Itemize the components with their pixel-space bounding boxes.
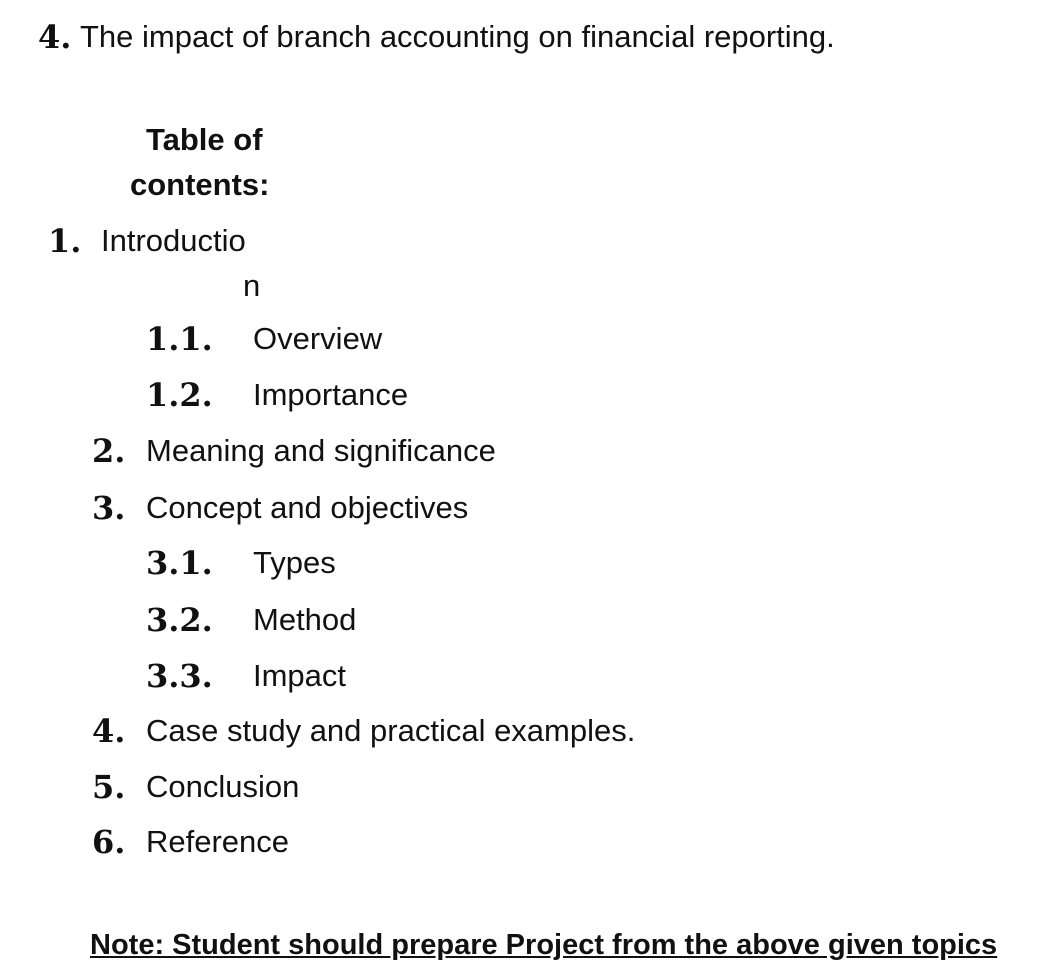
toc-title-line-2: contents:	[130, 167, 270, 202]
toc-item-number: 3.	[92, 489, 126, 527]
toc-item-number: 2.	[92, 432, 126, 470]
toc-subitem-text: Impact	[253, 658, 347, 693]
heading-text: The impact of branch accounting on financial reporting.	[80, 19, 835, 54]
toc-subitem-number: 1.2.	[146, 376, 213, 414]
heading-number: 4.	[38, 18, 72, 56]
toc-item-text-continuation: n	[243, 268, 261, 303]
toc-item-text: Introductio	[101, 223, 246, 258]
toc-subitem-text: Types	[253, 545, 336, 580]
toc-subitem-number: 1.1.	[146, 320, 213, 358]
toc-subitem-number: 3.2.	[146, 601, 213, 639]
toc-item-number: 6.	[92, 823, 126, 861]
toc-subitem-text: Overview	[253, 321, 383, 356]
toc-item-text: Reference	[146, 824, 290, 859]
toc-subitem-text: Importance	[253, 377, 409, 412]
student-note: Note: Student should prepare Project from the above given topics	[90, 929, 998, 961]
toc-item-text: Case study and practical examples.	[146, 713, 636, 748]
toc-item-text: Concept and objectives	[146, 490, 469, 525]
toc-subitem-text: Method	[253, 602, 357, 637]
toc-item-number: 4.	[92, 712, 126, 750]
toc-item-number: 5.	[92, 768, 126, 806]
toc-title-line-1: Table of	[146, 122, 263, 157]
toc-item-text: Meaning and significance	[146, 433, 496, 468]
toc-item-number: 1.	[48, 222, 82, 260]
toc-subitem-number: 3.3.	[146, 657, 213, 695]
toc-item-text: Conclusion	[146, 769, 300, 804]
toc-subitem-number: 3.1.	[146, 544, 213, 582]
